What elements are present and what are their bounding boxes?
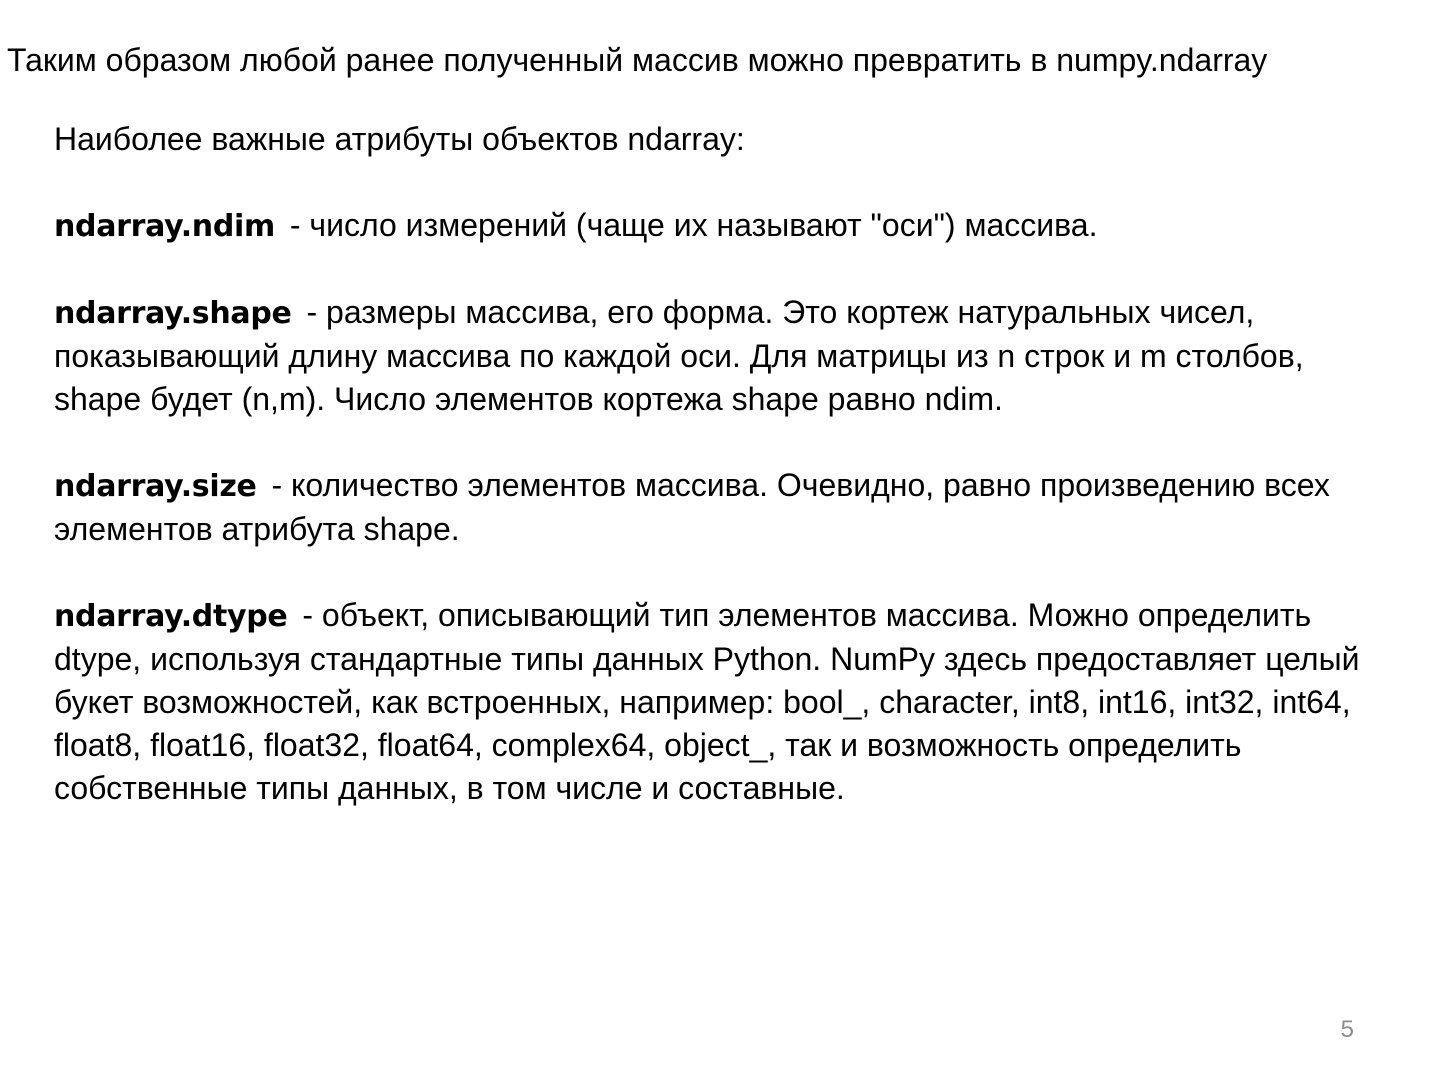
dash-separator: - (306, 294, 318, 330)
dash-separator: - (302, 597, 314, 633)
dash-separator: - (271, 467, 283, 503)
attribute-description: объект, описывающий тип элементов массива. Можно определить dtype, используя стандартные типы данных Python. NumPy здесь предоставляет целый букет возможностей, как встроенных, например: bool_, character, int8, int16, int32, int64, float8, float16, float32, float64, complex64, object_, так и возможность определить собственные типы данных, в том числе и составные. (54, 597, 1360, 806)
spacer (54, 551, 1394, 594)
attribute-term: ndarray.dtype (54, 599, 288, 634)
spacer (54, 161, 1394, 204)
attribute-shape (54, 291, 1394, 421)
attribute-size (54, 464, 1394, 551)
attributes-heading: Наиболее важные атрибуты объектов ndarray: (54, 121, 745, 157)
attribute-term: ndarray.shape (54, 296, 292, 331)
dash-separator: - (289, 207, 301, 243)
intro-text: Таким образом любой ранее полученный массив можно превратить в numpy.ndarray (7, 42, 1268, 78)
attribute-ndim (54, 204, 1394, 248)
page-number: 5 (1340, 1016, 1354, 1043)
attribute-description: число измерений (чаще их называют "оси") массива. (309, 207, 1098, 243)
attribute-dtype (54, 594, 1394, 810)
slide-body (54, 118, 1394, 810)
attribute-term: ndarray.size (54, 469, 257, 504)
attribute-description: размеры массива, его форма. Это кортеж натуральных чисел, показывающий длину массива по каждой оси. Для матрицы из n строк и m столбов, shape будет (n,m). Число элементов кортежа shape равно ndim. (54, 294, 1304, 417)
attribute-term: ndarray.ndim (54, 209, 275, 244)
spacer (54, 421, 1394, 464)
attribute-description: количество элементов массива. Очевидно, равно произведению всех элементов атрибута shape. (54, 467, 1330, 547)
spacer (54, 248, 1394, 291)
